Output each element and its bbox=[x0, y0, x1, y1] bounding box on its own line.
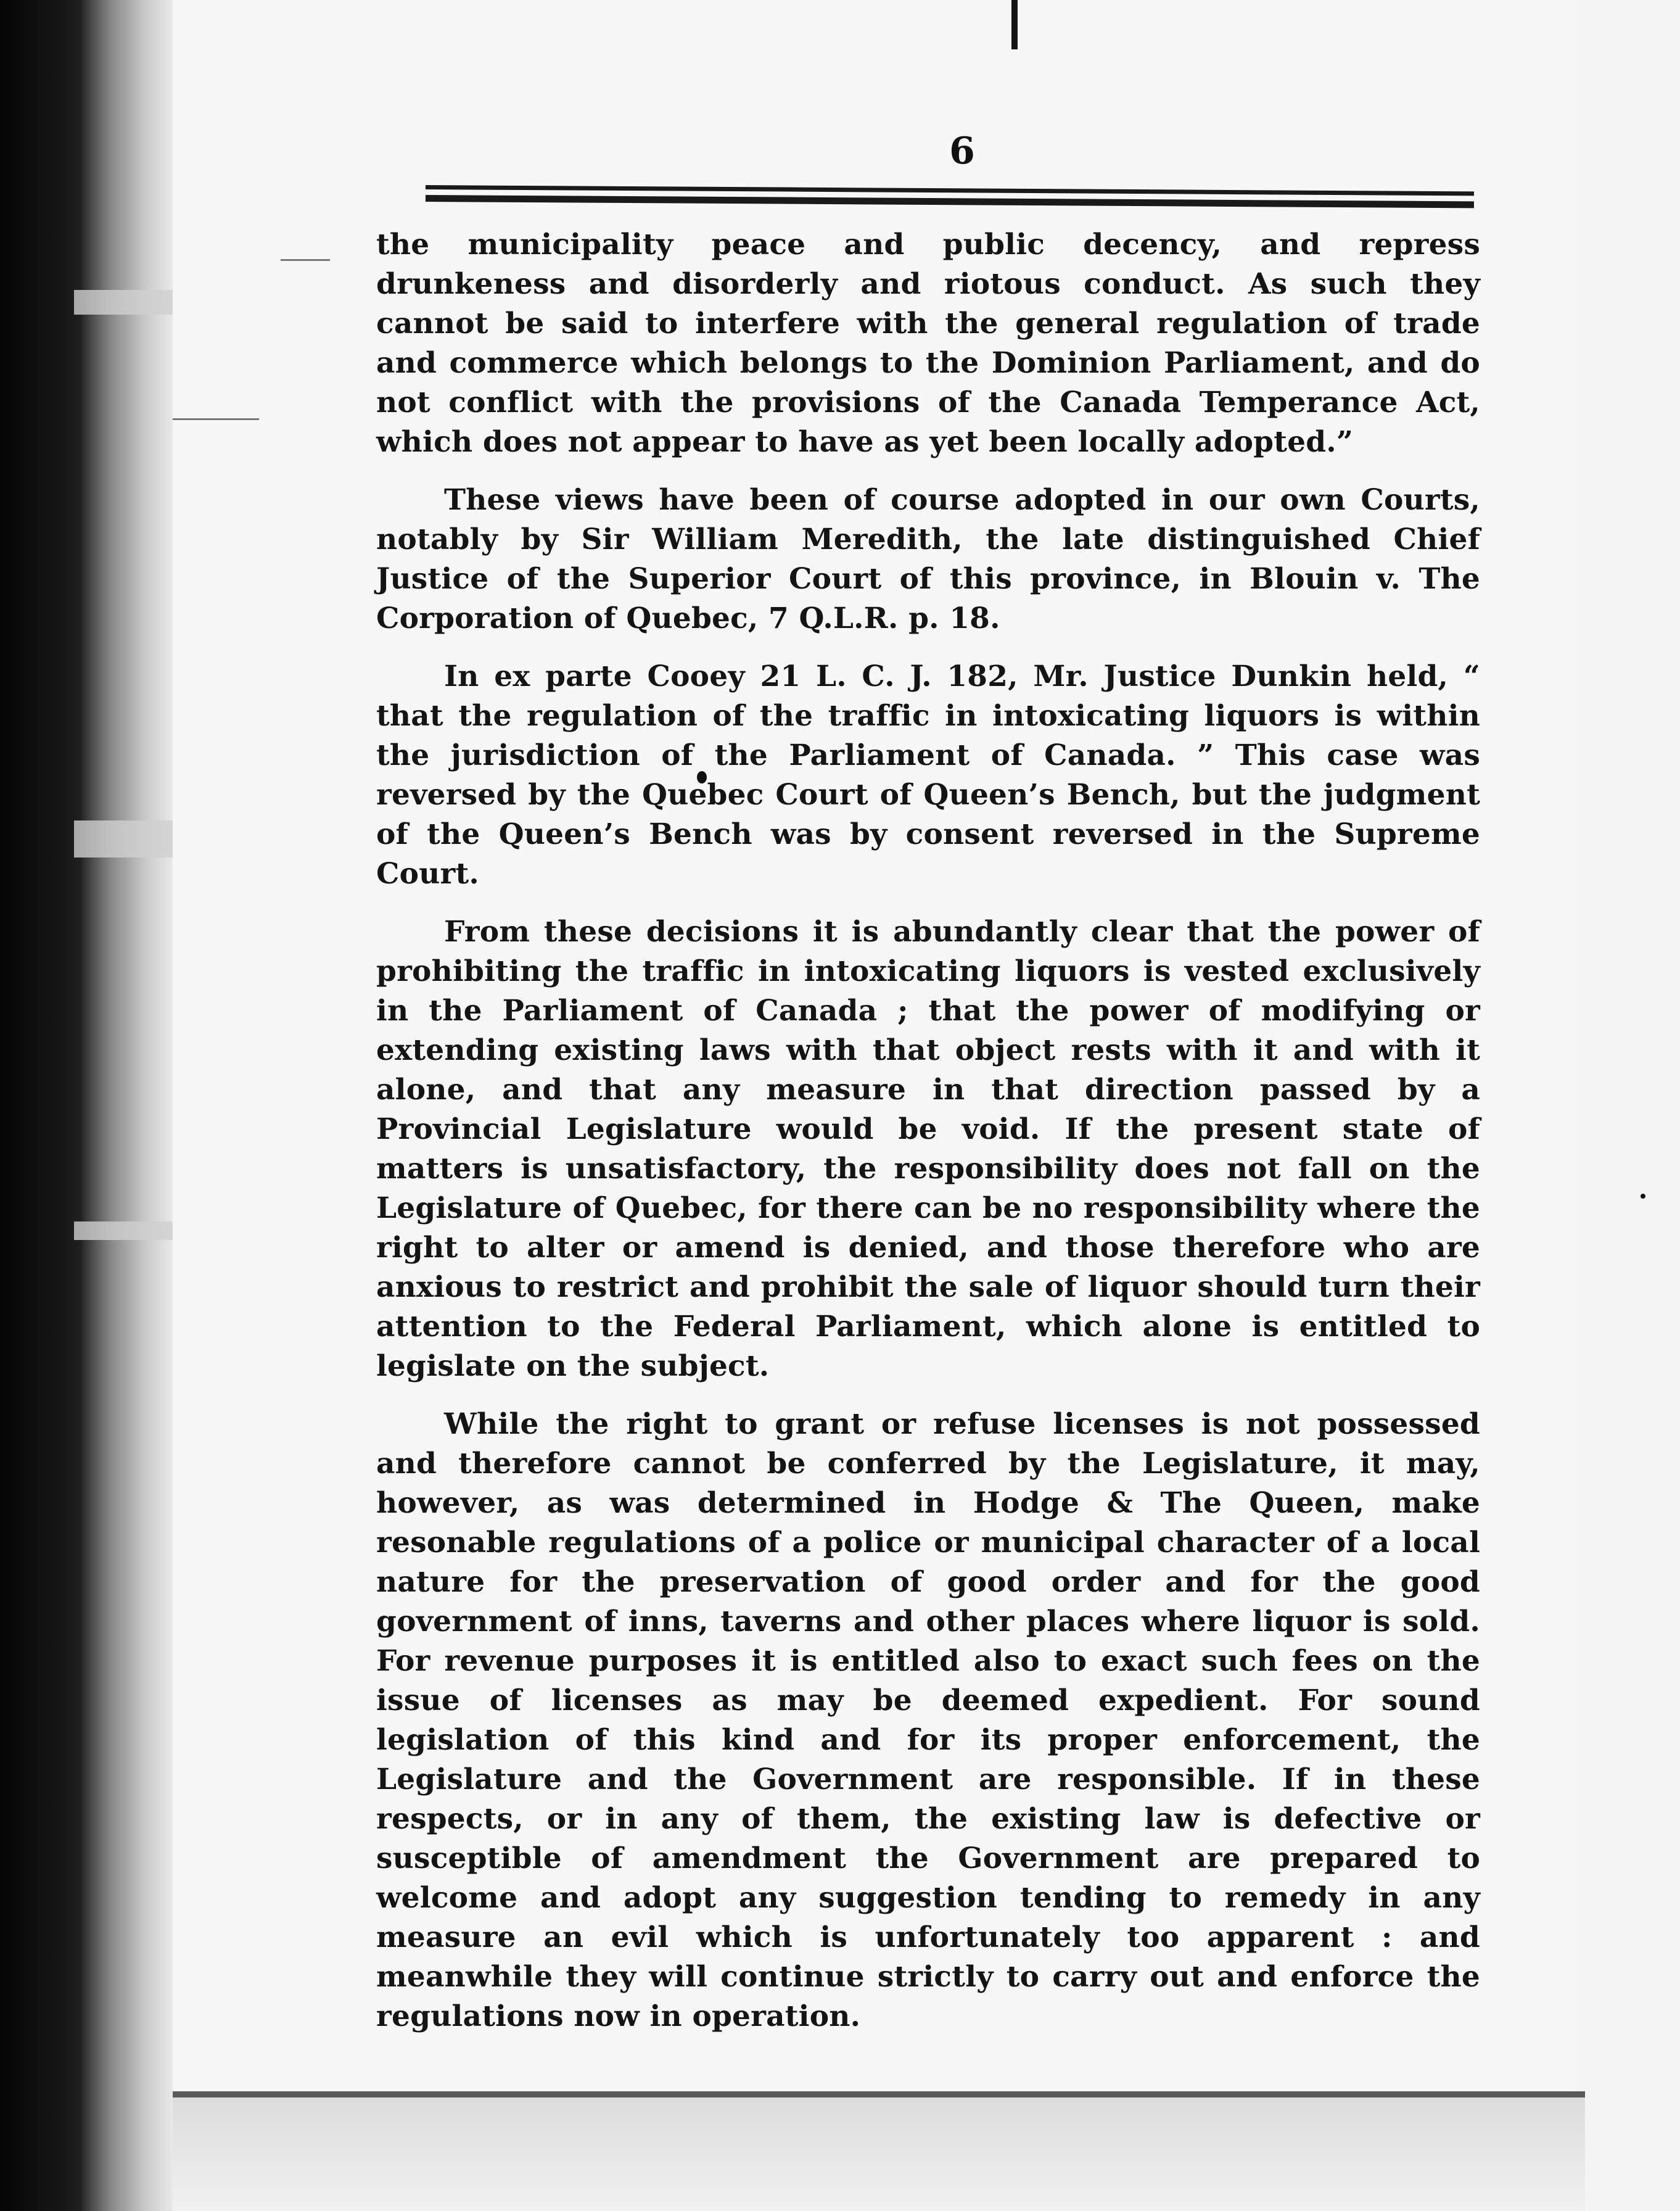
page-bottom-edge bbox=[173, 2091, 1585, 2097]
margin-dash-1 bbox=[281, 259, 330, 261]
margin-dash-2 bbox=[173, 418, 259, 420]
paragraph-1: the municipality peace and public decency, and repress drunkeness and disorderly and riotous conduct. As such they cannot be said to interfere with the general regulation of trade and commerce which belongs to the Dominion Parliament, and do not conflict with the provisions of the Canada Temperance Act, which does not appear to have as yet been locally adopted.” bbox=[376, 228, 1480, 459]
scan-lower-strip bbox=[173, 2097, 1585, 2211]
paragraph-3: In ex parte Cooey 21 L. C. J. 182, Mr. Justice Dunkin held, “ that the regulation of the traffic in intoxicating liquors is within the jurisdiction of the Parliament of Canada. ” This case was reversed by the Quebec Court of Queen’s Bench, but the judgment of the Queen’s Bench was by consent reversed in the Supreme Court. bbox=[376, 659, 1480, 891]
page-edge-strip bbox=[80, 0, 173, 2211]
paragraph-4: From these decisions it is abundantly clear that the power of prohibiting the traffic in intoxicating liquors is vested exclusively in the Parliament of Canada ; that the power of modifying or extending existing laws with that object rests with it and with it alone, and that any measure in that direction passed by a Provincial Legislature would be void. If the present state of matters is unsatisfactory, the responsibility does not fall on the Legislature of Quebec, for there can be no responsibility where the right to alter or amend is denied, and those therefore who are anxious to restrict and prohibit the sale of liquor should turn their attention to the Federal Parliament, which alone is entitled to legislate on the subject. bbox=[376, 915, 1480, 1383]
paragraph-2: These views have been of course adopted in our own Courts, notably by Sir William Meredith, the late distinguished Chief Justice of the Superior Court of this province, in Blouin v. The Corporation of Quebec, 7 Q.L.R. p. 18. bbox=[376, 483, 1480, 635]
ink-dot-margin bbox=[1641, 1194, 1645, 1199]
body-text bbox=[376, 225, 1480, 2055]
top-scan-notch bbox=[1011, 0, 1018, 49]
page-number: 6 bbox=[949, 130, 975, 173]
scan-right-margin bbox=[1569, 0, 1680, 2211]
paragraph-5: While the right to grant or refuse licenses is not possessed and therefore cannot be conferred by the Legislature, it may, however, as was determined in Hodge & The Queen, make resonable regulations of a police or municipal character of a local nature for the preservation of good order and for the good government of inns, taverns and other places where liquor is sold. For revenue purposes it is entitled also to exact such fees on the issue of licenses as may be deemed expedient. For sound legislation of this kind and for its proper enforcement, the Legislature and the Government are responsible. If in these respects, or in any of them, the existing law is defective or susceptible of amendment the Government are prepared to welcome and adopt any suggestion tending to remedy in any measure an evil which is unfortunately too apparent : and meanwhile they will continue strictly to carry out and enforce the regulations now in operation. bbox=[376, 1407, 1480, 2033]
